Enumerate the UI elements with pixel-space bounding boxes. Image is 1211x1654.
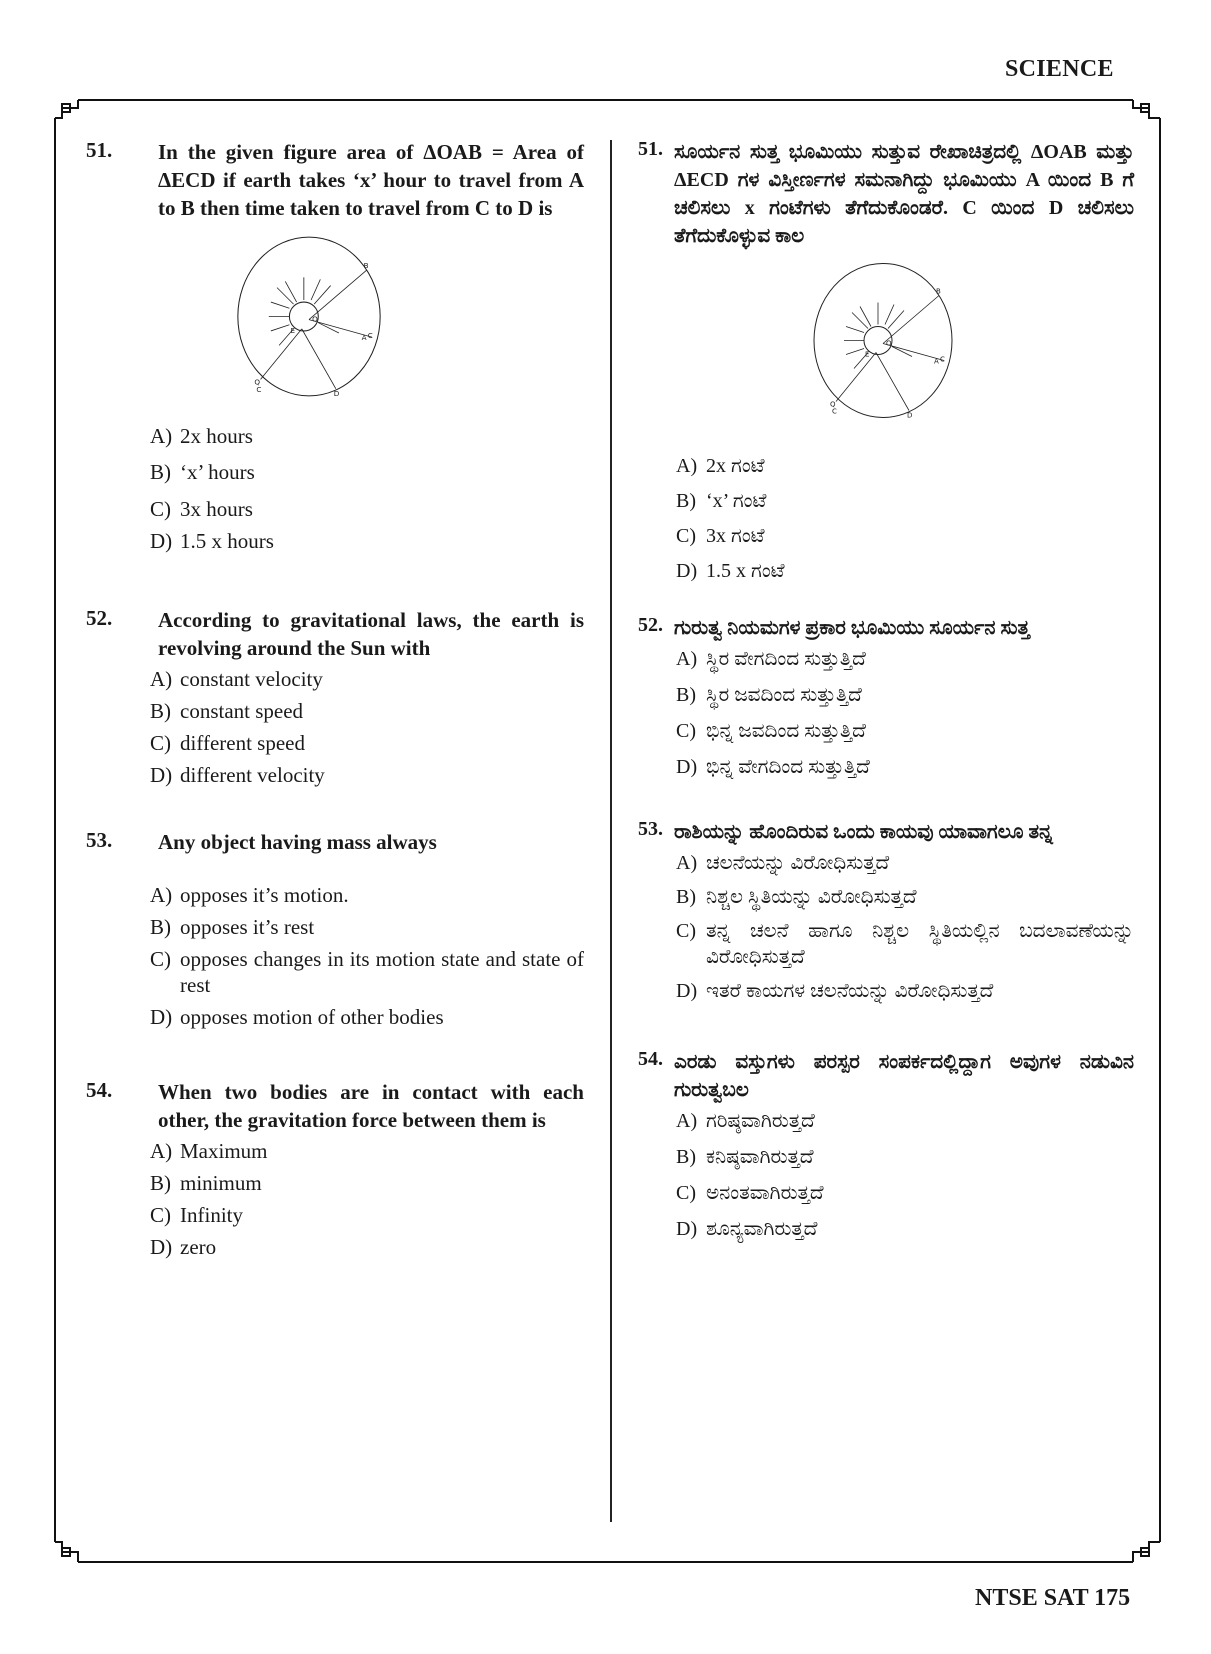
- question-number: 53.: [86, 828, 113, 852]
- column-divider: [610, 140, 612, 1522]
- question-text: According to gravitational laws, the earth is revolving around the Sun with: [158, 608, 584, 660]
- point-a-label: A: [934, 357, 939, 366]
- question-text: ಎರಡು ವಸ್ತುಗಳು ಪರಸ್ಪರ ಸಂಪರ್ಕದಲ್ಲಿದ್ದಾಗ ಅವುಗಳ ನಡುವಿನ ಗುರುತ್ವಬಲ: [674, 1051, 1134, 1101]
- question-53: [86, 828, 584, 1030]
- option-a: A) ಗರಿಷ್ಠವಾಗಿರುತ್ತದೆ: [676, 1110, 815, 1132]
- point-d-label: D: [907, 411, 913, 420]
- option-d: D) 1.5 x hours: [150, 529, 274, 553]
- point-b-label: B: [936, 287, 941, 296]
- option-a: A) opposes it’s motion.: [150, 883, 349, 907]
- question-number: 54.: [86, 1078, 113, 1102]
- point-c2-label: C: [256, 384, 262, 394]
- option-c: C) different speed: [150, 731, 305, 755]
- question-52-kannada: [638, 614, 1134, 780]
- point-a-label: A: [361, 333, 367, 343]
- option-d: D) zero: [150, 1235, 217, 1259]
- option-a: A) ಚಲನೆಯನ್ನು ವಿರೋಧಿಸುತ್ತದೆ: [676, 852, 890, 874]
- option-b: B) ನಿಶ್ಚಲ ಸ್ಥಿತಿಯನ್ನು ವಿರೋಧಿಸುತ್ತದೆ: [676, 886, 917, 908]
- option-c: C) opposes changes in its motion state and state of rest: [150, 947, 584, 997]
- option-b: B) ಕನಿಷ್ಠವಾಗಿರುತ್ತದೆ: [676, 1146, 814, 1168]
- point-c2-label: C: [832, 407, 837, 416]
- point-c-label: C: [367, 331, 373, 341]
- kannada-column: [638, 138, 1134, 1242]
- question-text: Any object having mass always: [158, 830, 437, 854]
- point-e-label: E: [865, 350, 870, 359]
- question-51: [86, 138, 584, 554]
- question-number: 52.: [86, 606, 113, 630]
- option-d: D) opposes motion of other bodies: [150, 1005, 444, 1029]
- option-c: C) ತನ್ನ ಚಲನೆ ಹಾಗೂ ನಿಶ್ಚಲ ಸ್ಥಿತಿಯಲ್ಲಿನ ಬದಲಾವಣೆಯನ್ನು ವಿರೋಧಿಸುತ್ತದೆ: [676, 920, 1134, 968]
- option-a: A) Maximum: [150, 1139, 268, 1163]
- question-54-kannada: [638, 1048, 1134, 1242]
- question-text: In the given figure area of ΔOAB = Area of ΔECD if earth takes ‘x’ hour to travel from A to B then time taken to travel from C to D is: [158, 140, 584, 220]
- orbit-figure: [229, 234, 389, 399]
- option-c: C) 3x ಗಂಟೆ: [676, 525, 765, 547]
- option-b: B) minimum: [150, 1171, 262, 1195]
- option-b: B) opposes it’s rest: [150, 915, 315, 939]
- point-d-label: D: [333, 388, 340, 398]
- question-number: 51.: [86, 138, 113, 162]
- point-o-label: O: [886, 339, 892, 348]
- question-51-kannada: [638, 138, 1134, 584]
- orbit-figure: [808, 258, 958, 423]
- option-d: D) ಭಿನ್ನ ವೇಗದಿಂದ ಸುತ್ತುತ್ತಿದೆ: [676, 756, 870, 778]
- option-a: A) ಸ್ಥಿರ ವೇಗದಿಂದ ಸುತ್ತುತ್ತಿದೆ: [676, 648, 866, 670]
- question-number: 53.: [638, 818, 663, 840]
- subject-header: SCIENCE: [1005, 56, 1114, 82]
- question-53-kannada: [638, 818, 1134, 1004]
- option-a: A) 2x ಗಂಟೆ: [676, 455, 765, 477]
- option-b: B) ಸ್ಥಿರ ಜವದಿಂದ ಸುತ್ತುತ್ತಿದೆ: [676, 684, 862, 706]
- question-52: [86, 606, 584, 788]
- point-q-label: Q: [830, 400, 836, 409]
- question-number: 52.: [638, 614, 663, 636]
- option-c: C) Infinity: [150, 1203, 243, 1227]
- option-d: D) ಶೂನ್ಯವಾಗಿರುತ್ತದೆ: [676, 1218, 818, 1240]
- option-c: C) ಭಿನ್ನ ಜವದಿಂದ ಸುತ್ತುತ್ತಿದೆ: [676, 720, 866, 742]
- question-text: ಗುರುತ್ವ ನಿಯಮಗಳ ಪ್ರಕಾರ ಭೂಮಿಯು ಸೂರ್ಯನ ಸುತ್ತ: [674, 617, 1030, 639]
- page-footer: NTSE SAT 175: [975, 1585, 1131, 1611]
- point-b-label: B: [363, 261, 369, 271]
- option-a: A) constant velocity: [150, 667, 323, 691]
- option-d: D) 1.5 x ಗಂಟೆ: [676, 560, 785, 582]
- question-number: 54.: [638, 1048, 663, 1070]
- option-d: D) different velocity: [150, 763, 325, 787]
- option-b: B) ‘x’ hours: [150, 460, 255, 484]
- question-text: ಸೂರ್ಯನ ಸುತ್ತ ಭೂಮಿಯು ಸುತ್ತುವ ರೇಖಾಚಿತ್ರದಲ್ಲಿ ΔOAB ಮತ್ತು ΔECD ಗಳ ವಿಸ್ತೀರ್ಣಗಳ ಸಮನಾಗಿದ್ದು ಭೂಮಿಯು A ಯಿಂದ B ಗೆ ಚಲಿಸಲು x ಗಂಟೆಗಳು ತೆಗೆದುಕೊಂಡರೆ. C ಯಿಂದ D ಚಲಿಸಲು ತೆಗೆದುಕೊಳ್ಳುವ ಕಾಲ: [674, 141, 1134, 247]
- point-q-label: Q: [254, 377, 261, 387]
- point-e-label: E: [290, 326, 295, 335]
- point-o-label: O: [312, 314, 318, 324]
- question-number: 51.: [638, 138, 663, 160]
- question-54: [86, 1078, 584, 1260]
- option-b: B) ‘x’ ಗಂಟೆ: [676, 490, 767, 512]
- english-column: [86, 138, 584, 1260]
- question-text: When two bodies are in contact with each other, the gravitation force between them is: [158, 1080, 584, 1132]
- option-d: D) ಇತರೆ ಕಾಯಗಳ ಚಲನೆಯನ್ನು ವಿರೋಧಿಸುತ್ತದೆ: [676, 980, 994, 1002]
- option-a: A) 2x hours: [150, 424, 253, 448]
- question-text: ರಾಶಿಯನ್ನು ಹೊಂದಿರುವ ಒಂದು ಕಾಯವು ಯಾವಾಗಲೂ ತನ್ನ: [674, 821, 1053, 843]
- option-c: C) 3x hours: [150, 497, 253, 521]
- option-c: C) ಅನಂತವಾಗಿರುತ್ತದೆ: [676, 1182, 824, 1204]
- option-b: B) constant speed: [150, 699, 304, 723]
- point-c-label: C: [940, 355, 945, 364]
